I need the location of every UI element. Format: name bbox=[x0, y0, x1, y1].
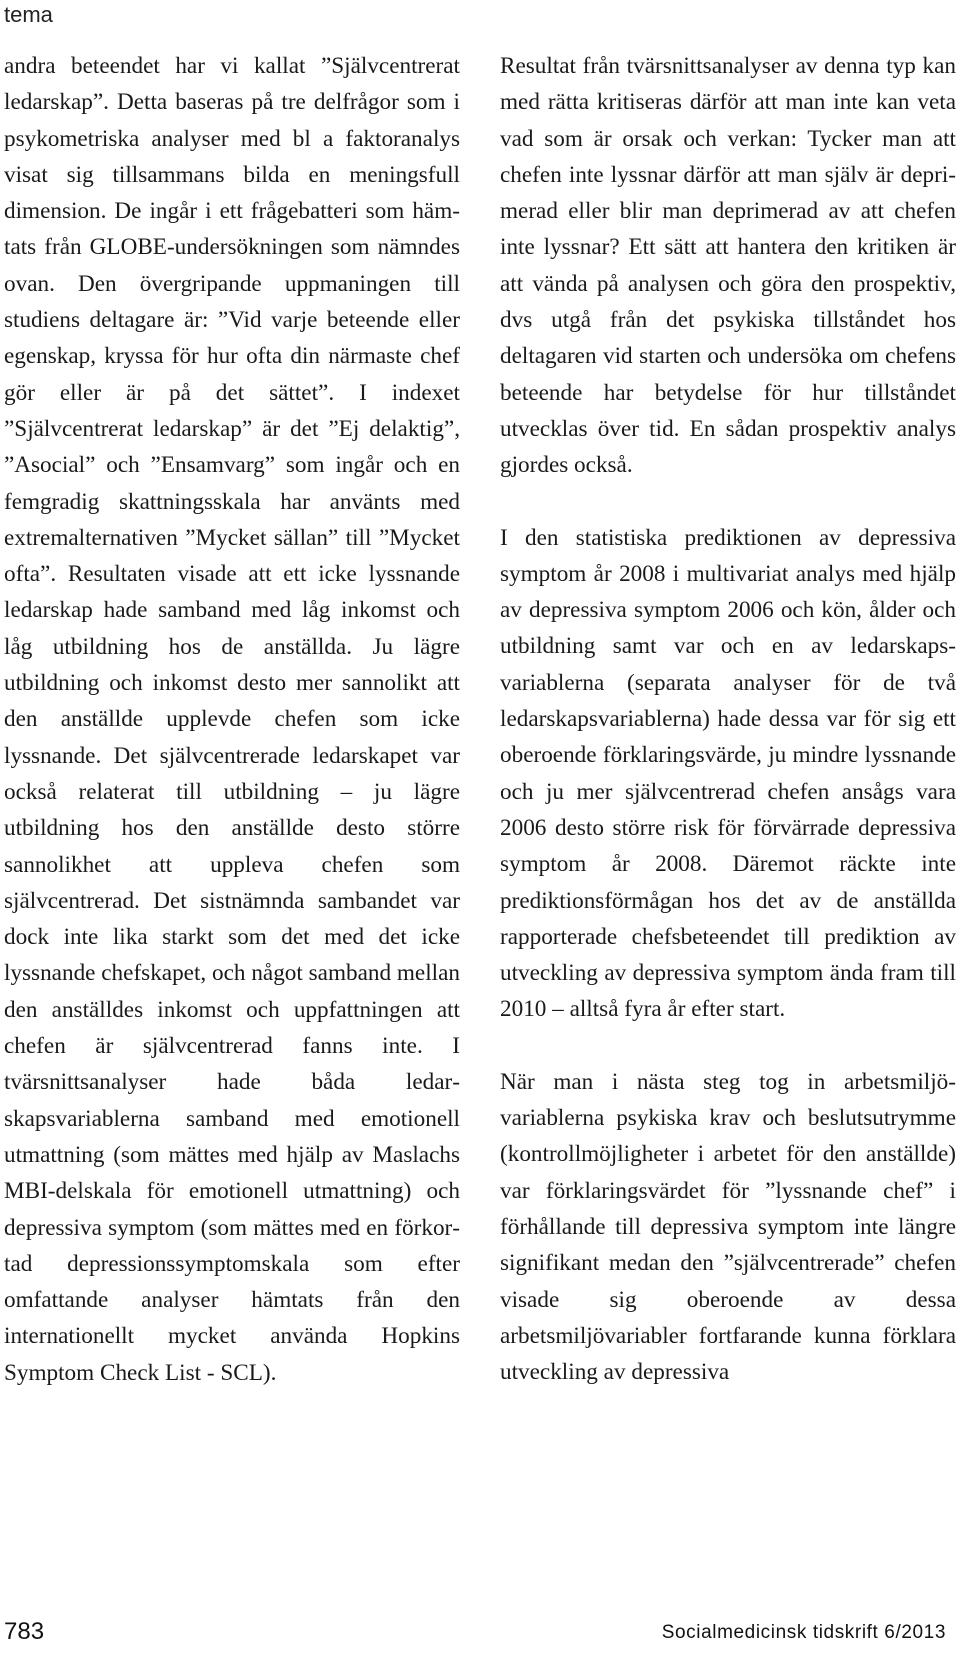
body-paragraph: Resultat från tvärsnittsanalyser av denna typ kan med rätta kritiseras därför att man inte kan veta vad som är orsak och verkan: Tycker man att chefen inte lyssnar därför att man själv är deprimerad eller blir man deprimerad av att chefen inte lyssnar? Ett sätt att hantera den kritiken är att vända på analysen och göra den prospektiv, dvs utgå från det psykiska tillståndet hos deltagaren vid starten och undersöka om chefens beteende har betydelse för hur tillståndet utvecklas över tid. En sådan prospektiv analys gjordes också. bbox=[500, 53, 956, 479]
right-column bbox=[500, 48, 956, 1390]
left-column bbox=[4, 48, 460, 1391]
body-paragraph: andra beteendet har vi kallat ”Självcentrerat ledarskap”. Detta baseras på tre delfrågor som i psykometriska analyser med bl a faktoranalys visat sig tillsammans bilda en meningsfull dimension. De ingår i ett frågebatteri som hämtats från GLOBE-undersökningen som nämndes ovan. Den övergripande uppmaningen till studiens deltagare är: ”Vid varje beteende eller egenskap, kryssa för hur ofta din närmaste chef gör eller är på det sättet”. I indexet ”Självcentrerat ledarskap” är det ”Ej delaktig”, ”Asocial” och ”Ensamvarg” som ingår och en femgradig skattningsskala har använts med extremalternativen ”Mycket sällan” till ”Mycket ofta”. Resultaten visade att ett icke lyssnande ledarskap hade samband med låg inkomst och låg utbildning hos de anställda. Ju lägre utbildning och inkomst desto mer sannolikt att den anställde upplevde chefen som icke lyssnande. Det självcentrerade ledarskapet var också relaterat till utbildning – ju lägre utbildning hos den anställde desto större sannolikhet att uppleva chefen som självcentrerad. Det sistnämnda sambandet var dock inte lika starkt som det med det icke lyssnande chefskapet, och något samband mellan den anställdes inkomst och uppfattningen att chefen är självcentrerad fanns inte. I tvärsnittsanalyser hade båda ledarskapsvariablerna samband med emotionell utmattning (som mättes med hjälp av Maslachs MBI-delskala för emotionell utmattning) och depressiva symptom (som mättes med en förkortad depressionssymptomskala som efter omfattande analyser hämtats från den internationellt mycket använda Hopkins Symptom Check List - SCL). bbox=[4, 53, 460, 1386]
journal-name: Socialmedicinsk tidskrift 6/2013 bbox=[661, 1622, 946, 1643]
section-tag: tema bbox=[4, 2, 53, 27]
page-number: 783 bbox=[4, 1618, 45, 1645]
body-paragraph: När man i nästa steg tog in arbetsmiljövariablerna psykiska krav och beslutsutrymme (kontrollmöjligheter i arbetet för den anställde) var förklaringsvärdet för ”lyssnande chef” i förhållande till depressiva symptom inte längre signifikant medan den ”självcentrerade” chefen visade sig oberoende av dessa arbetsmiljövariabler fortfarande kunna förklara utveckling av depressiva bbox=[500, 1068, 956, 1386]
body-paragraph: I den statistiska prediktionen av depressiva symptom år 2008 i multivariat analys med hjälp av depressiva symptom 2006 och kön, ålder och utbildning samt var och en av ledarskapsvariablerna (separata analyser för de två ledarskapsvariablerna) hade dessa var för sig ett oberoende förklaringsvärde, ju mindre lyssnande och ju mer självcentrerad chefen ansågs vara 2006 desto större risk för förvärrade depressiva symptom år 2008. Däremot räckte inte prediktionsförmågan hos det av de anställda rapporterade chefsbeteendet till prediktion av utveckling av depressiva symptom ända fram till 2010 – alltså fyra år efter start. bbox=[500, 524, 956, 1023]
